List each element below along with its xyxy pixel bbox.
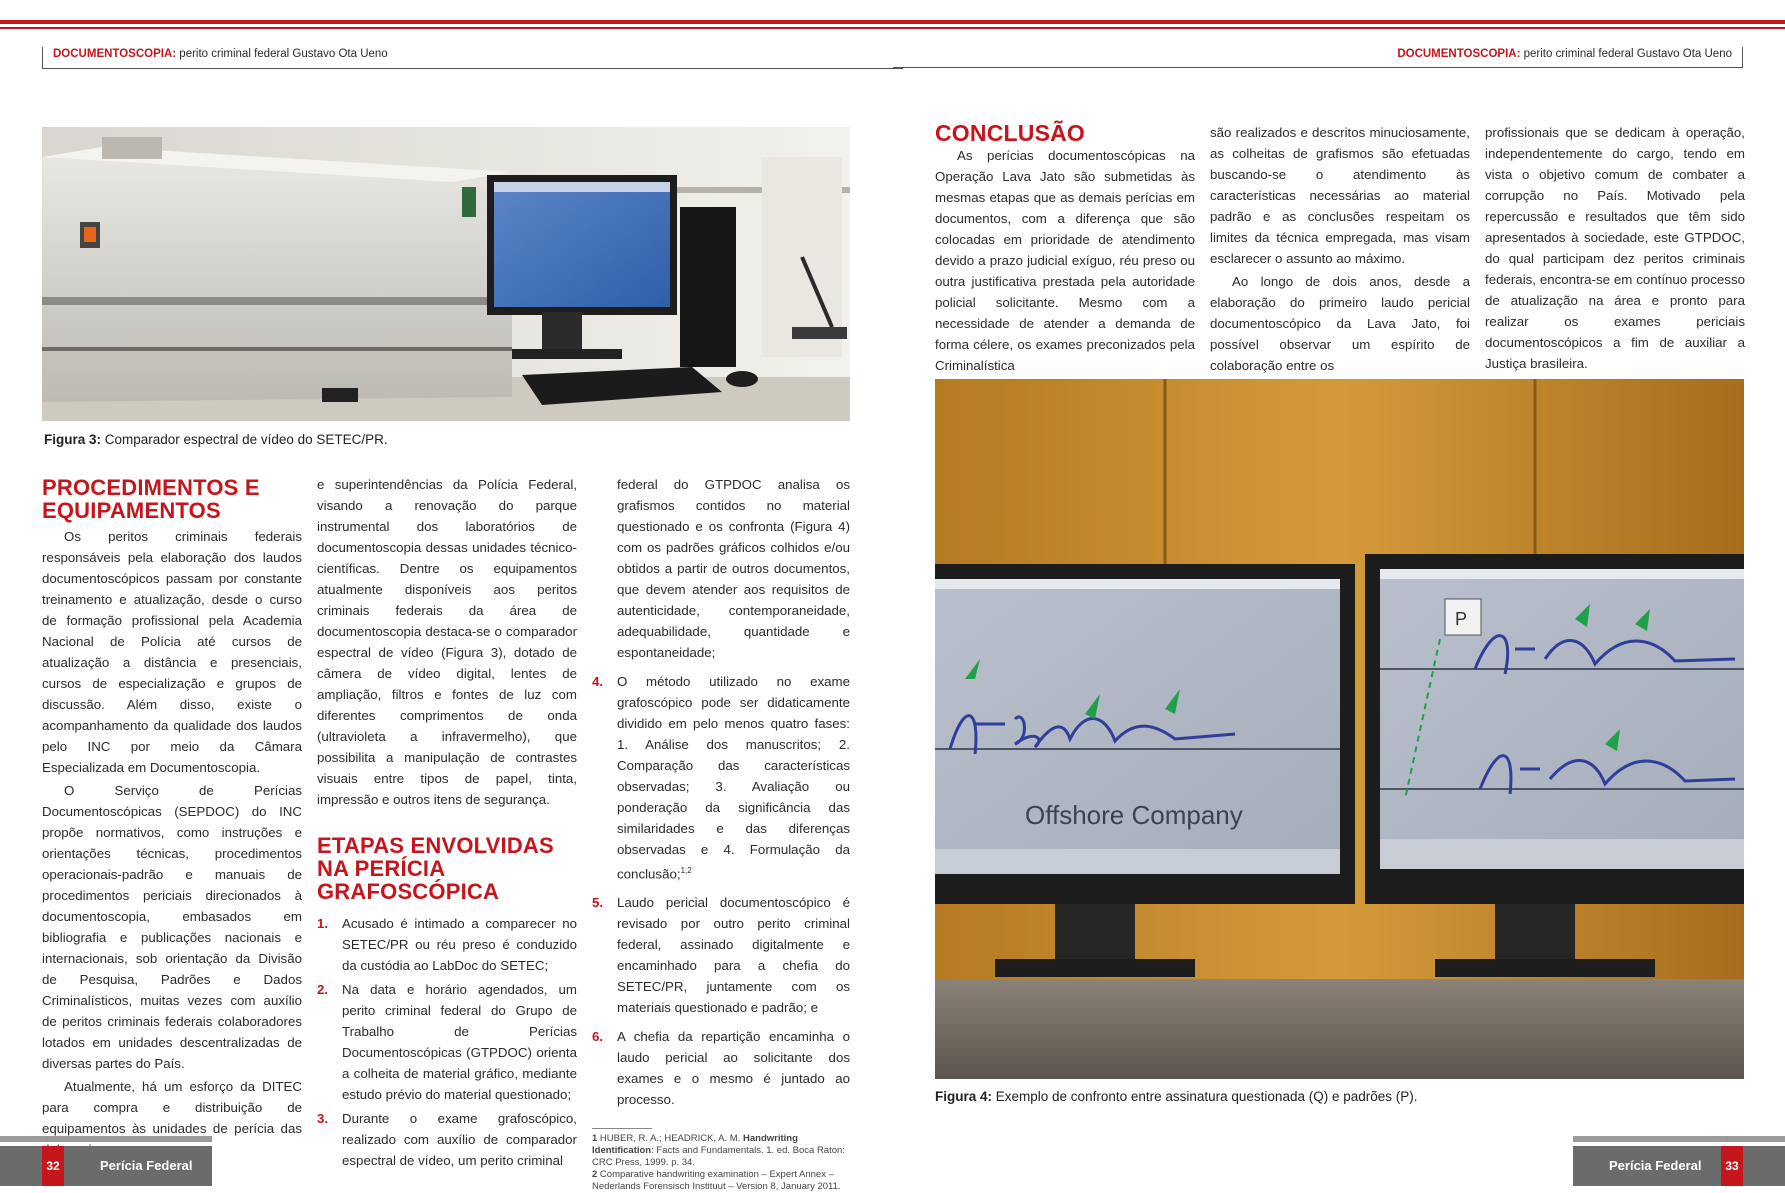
list-item	[592, 671, 850, 884]
list-item	[592, 1026, 850, 1110]
list-text: Na data e horário agendados, um perito criminal federal do Grupo de Trabalho de Perícias Documentoscópicas (GTPDOC) orienta a colheita de material gráfico, mediante estudo prévio do material questionado;	[342, 982, 577, 1102]
footer-tab-left	[0, 1146, 212, 1186]
signature-comparison-photo	[935, 379, 1744, 1079]
footnote	[592, 1169, 850, 1193]
list-item	[317, 979, 577, 1105]
footnote-text: Comparative handwriting examination – Expert Annex – Nederlands Forensisch Instituut – Version 8, January 2011.	[592, 1169, 841, 1193]
figure-3-caption-text: Comparador espectral de vídeo do SETEC/PR.	[101, 432, 388, 447]
list-number: 2.	[317, 982, 329, 997]
footer-tab-right	[1573, 1146, 1785, 1186]
footnote-number: 1	[592, 1133, 598, 1145]
list-text: federal do GTPDOC analisa os grafismos contidos no material questionado e os confronta (Figura 4) com os padrões gráficos colhidos e/ou obtidos a partir de outros documentos, que devem atender aos requisitos de autenticidade, contemporaneidade, adequabilidade, quantidade e espontaneidade;	[617, 477, 850, 660]
header-author: perito criminal federal Gustavo Ota Ueno	[1520, 48, 1732, 60]
figure-4-label: Figura 4:	[935, 1089, 993, 1104]
running-header-right	[893, 47, 1743, 68]
top-rule-thin	[0, 27, 1785, 29]
steps-list-cont	[592, 474, 850, 1110]
footnote	[592, 1133, 850, 1169]
steps-list	[317, 913, 577, 1171]
footnote-rule	[592, 1128, 652, 1129]
paragraph: Atualmente, há um esforço da DITEC para compra e distribuição de equipamentos às unidades de perícia das	[42, 1079, 302, 1136]
paragraph: As perícias documentoscópicas na Operação Lava Jato são submetidas às mesmas etapas que as demais perícias em documentos, com a diferença que são colocadas em prioridade de atendimento devido a prazo judicial exíguo, réu preso ou outra justificativa prestada pela autoridade policial solicitante. Mesmo com a necessidade de atender a demanda de forma célere, os exames preconizados pela Criminalística	[935, 148, 1195, 373]
list-text: Laudo pericial documentoscópico é revisado por outro perito criminal federal, assinado digitalmente e encaminhado para a chefia do SETEC/PR, juntamente com os materiais questionado e padrão; e	[617, 895, 850, 1016]
paragraph: Os peritos criminais federais responsáveis pela elaboração dos laudos documentoscópicos passam por constante treinamento e atualização, desde o curso de formação profissional pela Academia Nacional de Polícia até cursos de atualização a distância e presenciais, cursos de especialização e grupos de discussão. Além disso, existe o acompanhamento da qualidade dos laudos pelo INC por meio da Câmara Especializada em Documentoscopia.	[42, 529, 302, 775]
footnote-number: 2	[592, 1169, 598, 1181]
publication-name: Perícia Federal	[100, 1158, 193, 1173]
section-title-conclusao: CONCLUSÃO	[935, 120, 1086, 146]
right-column-2	[1210, 122, 1470, 376]
list-text: O método utilizado no exame grafoscópico pode ser didaticamente dividido em pelo menos quatro fases: 1. Análise dos manuscritos; 2. Comparação das características observadas; 3. Avaliação ou ponderação da significância das similaridades e das diferenças observadas e 4. Formulação da conclusão;	[617, 674, 850, 882]
spectral-comparator-photo	[42, 127, 850, 421]
section-title-etapas: ETAPAS ENVOLVIDAS NA PERÍCIA GRAFOSCÓPICA	[317, 833, 554, 904]
list-text: Acusado é intimado a comparecer no SETEC/PR ou réu preso é conduzido da custódia ao LabDoc do SETEC;	[342, 916, 577, 973]
paragraph: O Serviço de Perícias Documentoscópicas (SEPDOC) do INC propõe normativos, como instruções e orientações técnicas, procedimentos operacionais-padrão e manuais de procedimentos periciais direcionados à documentoscopia, embasados em bibliografia e publicações nacionais e internacionais, sob orientação da Divisão de Pesquisa, Padrões e Dados Criminalísticos, muitas vezes com auxílio de peritos criminais federais colaboradores lotados em unidades descentralizadas de diversas partes do País.	[42, 783, 302, 1071]
footnotes	[592, 1128, 850, 1193]
running-header-left	[42, 47, 903, 69]
body-text	[42, 526, 302, 1160]
screen-text-company: Offshore Company	[1025, 800, 1243, 830]
header-section-label: DOCUMENTOSCOPIA:	[53, 48, 177, 60]
right-column-3	[1485, 122, 1745, 374]
left-column-1	[42, 476, 302, 1160]
body-text	[935, 145, 1195, 376]
footnote-text: : Facts and Fundamentals. 1. ed. Boca Raton: CRC Press, 1999. p. 34.	[592, 1145, 845, 1169]
footer-rule-left	[0, 1136, 212, 1142]
body-text	[1485, 122, 1745, 374]
figure-4-photo	[935, 379, 1744, 1079]
page-number: 33	[1721, 1146, 1743, 1186]
list-item	[317, 1108, 577, 1171]
paragraph: e superintendências da Polícia Federal, visando a renovação do parque instrumental dos laboratórios de documentoscopia dessas unidades técnico-científicas. Dentre os equipamentos atualmente disponíveis aos peritos criminais federais da área de documentoscopia destaca-se o comparador espectral de vídeo (Figura 3), dotado de câmera de vídeo digital, lentes de ampliação, filtros e fontes de luz com diferentes comprimentos de onda (ultravioleta a infravermelho), que possibilita a manipulação de contrastes visuais entre tipos de papel, tinta, impressão e outros itens de segurança.	[317, 477, 577, 807]
body-text	[317, 474, 577, 810]
list-number: 5.	[592, 895, 604, 911]
figure-4-caption-text: Exemplo de confronto entre assinatura questionada (Q) e padrões (P).	[992, 1089, 1418, 1104]
list-item	[592, 474, 850, 663]
right-column-1	[935, 122, 1195, 376]
body-text	[1210, 122, 1470, 376]
screen-text-p: P	[1455, 609, 1468, 629]
figure-3-label: Figura 3:	[44, 432, 102, 447]
header-section-label: DOCUMENTOSCOPIA:	[1397, 48, 1521, 60]
footer-rule-right	[1573, 1136, 1785, 1142]
list-text: Durante o exame grafoscópico, realizado com auxílio de comparador espectral de vídeo, um perito criminal	[342, 1111, 577, 1168]
footnote-ref: 1,2	[680, 866, 692, 875]
header-author: perito criminal federal Gustavo Ota Ueno	[176, 48, 388, 60]
list-text: A chefia da repartição encaminha o laudo pericial ao solicitante dos exames e o mesmo é juntado ao processo.	[617, 1029, 850, 1108]
publication-name: Perícia Federal	[1609, 1158, 1702, 1173]
section-title-procedimentos: PROCEDIMENTOS E EQUIPAMENTOS	[42, 475, 260, 523]
paragraph: Ao longo de dois anos, desde a elaboração do primeiro laudo pericial documentoscópico da Lava Jato, foi possível observar um espírito de colaboração entre os	[1210, 274, 1470, 373]
list-number: 4.	[592, 674, 604, 689]
list-number: 6.	[592, 1029, 604, 1045]
left-column-3	[592, 474, 850, 1193]
top-rule-thick	[0, 20, 1785, 24]
paragraph: são realizados e descritos minuciosamente, as colheitas de grafismos são efetuadas buscando-se o atendimento às características necessárias ao material padrão e as conclusões respeitam os limites da técnica empregada, mas visam esclarecer o assunto ao máximo.	[1210, 125, 1470, 266]
figure-3-caption	[44, 432, 388, 447]
footnote-text: HUBER, R. A.; HEADRICK, A. M.	[597, 1133, 743, 1145]
footnote-title: Handwriting Identification	[592, 1133, 798, 1157]
figure-3-photo	[42, 127, 850, 421]
list-item	[317, 913, 577, 976]
left-column-2	[317, 474, 577, 1174]
list-item	[592, 892, 850, 1018]
figure-4-caption	[935, 1089, 1418, 1104]
page-number: 32	[42, 1146, 64, 1186]
paragraph: profissionais que se dedicam à operação, independentemente do cargo, tendo em vista o objetivo comum de combater a corrupção no País. Motivado pela repercussão e resultados que têm sido apresentados à sociedade, este GTPDOC, do qual participam dez peritos criminais federais, encontra-se em contínuo processo de atualização na área e pronto para realizar os exames periciais documentoscópicos a fim de auxiliar a Justiça brasileira.	[1485, 125, 1745, 371]
list-number: 3.	[317, 1111, 329, 1126]
list-number: 1.	[317, 916, 329, 931]
